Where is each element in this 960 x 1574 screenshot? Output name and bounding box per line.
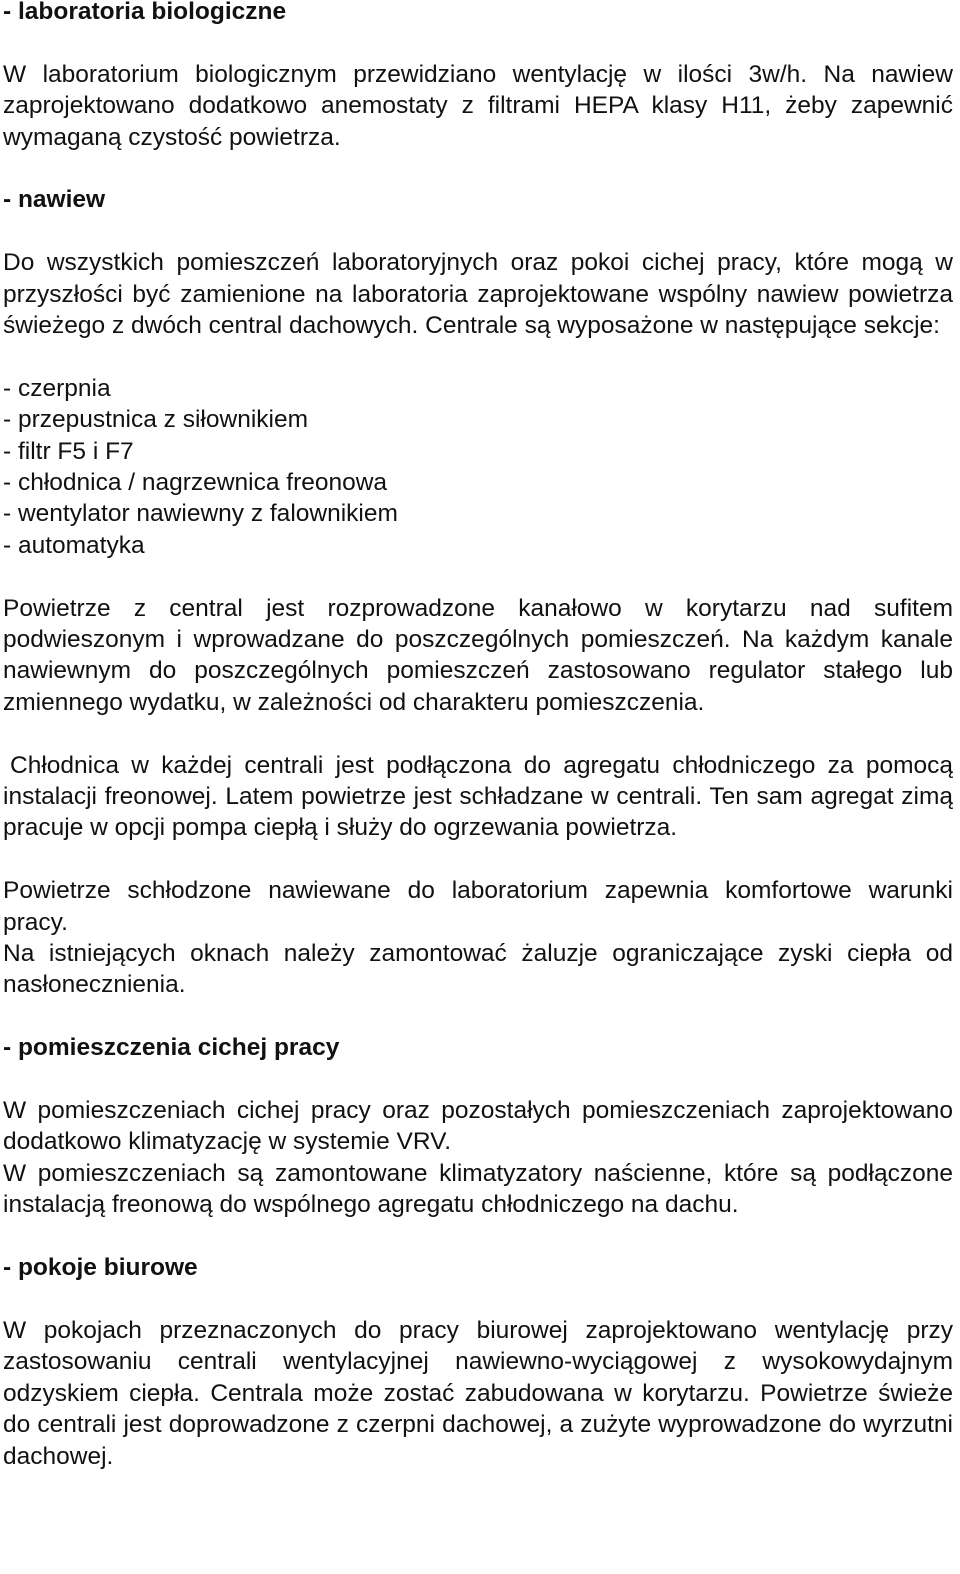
section-heading-pomieszczenia-cichej-pracy: - pomieszczenia cichej pracy (3, 1034, 340, 1062)
paragraph-blinds: Na istniejących oknach należy zamontować żaluzje ograniczające zyski ciepła od nasłonecznienia. (3, 940, 953, 999)
paragraph-bio-ventilation: W laboratorium biologicznym przewidziano wentylację w ilości 3w/h. Na nawiew zaprojektowano dodatkowo anemostaty z filtrami HEPA klasy H11, żeby zapewnić wymaganą czystość powietrza. (3, 60, 953, 151)
paragraph-comfort: Powietrze schłodzone nawiewane do laboratorium zapewnia komfortowe warunki pracy. (3, 877, 953, 936)
list-item: - chłodnica / nagrzewnica freonowa (3, 469, 388, 497)
blank-line (3, 153, 953, 184)
paragraph-office-ventilation: W pokojach przeznaczonych do pracy biurowej zaprojektowano wentylację przy zastosowaniu centrali wentylacyjnej nawiewno-wyciągowej z wysokowydajnym odzyskiem ciepła. Centrala może zostać zabudowana w korytarzu. Powietrze świeże do centrali jest doprowadzone z czerpni dachowej, a zużyte wyprowadzone do wyrzutni dachowej. (3, 1316, 953, 1470)
blank-line (3, 216, 953, 247)
section-heading-pokoje-biurowe: - pokoje biurowe (3, 1254, 198, 1282)
blank-line (3, 561, 953, 592)
paragraph-vrv: W pomieszczeniach cichej pracy oraz pozostałych pomieszczeniach zaprojektowano dodatkowo klimatyzację w systemie VRV. (3, 1097, 953, 1156)
list-item: - czerpnia (3, 374, 111, 402)
list-item: - filtr F5 i F7 (3, 437, 134, 465)
blank-line (3, 1221, 953, 1252)
blank-line (3, 27, 953, 58)
paragraph-nawiew-intro: Do wszystkich pomieszczeń laboratoryjnych oraz pokoi cichej pracy, które mogą w przyszłości być zamienione na laboratoria zaprojektowane wspólny nawiew powietrza świeżego z dwóch central dachowych. Centrale są wyposażone w następujące sekcje: (3, 249, 953, 340)
blank-line (3, 1284, 953, 1315)
list-item: - automatyka (3, 531, 145, 559)
paragraph-cooler: Chłodnica w każdej centrali jest podłączona do agregatu chłodniczego za pomocą instalacji freonowej. Latem powietrze jest schładzane w centrali. Ten sam agregat zimą pracuje w opcji pompa ciepłą i służy do ogrzewania powietrza. (3, 751, 953, 842)
paragraph-wall-units: W pomieszczeniach są zamontowane klimatyzatory naścienne, które są podłączone instalacją freonową do wspólnego agregatu chłodniczego na dachu. (3, 1159, 953, 1219)
list-item: - wentylator nawiewny z falownikiem (3, 500, 398, 528)
blank-line (3, 1064, 953, 1095)
blank-line (3, 718, 953, 749)
blank-line (3, 341, 953, 372)
document-page (3, 0, 953, 1472)
list-item: - przepustnica z siłownikiem (3, 406, 308, 434)
section-heading-nawiew: - nawiew (3, 186, 106, 214)
blank-line (3, 844, 953, 875)
central-sections-list (3, 373, 953, 561)
section-heading-laboratoria-biologiczne: - laboratoria biologiczne (3, 0, 287, 25)
blank-line (3, 1001, 953, 1032)
paragraph-air-distribution: Powietrze z central jest rozprowadzone kanałowo w korytarzu nad sufitem podwieszonym i wprowadzane do poszczególnych pomieszczeń. Na każdym kanale nawiewnym do poszczególnych pomieszczeń zastosowano regulator stałego lub zmiennego wydatku, w zależności od charakteru pomieszczenia. (3, 594, 953, 716)
